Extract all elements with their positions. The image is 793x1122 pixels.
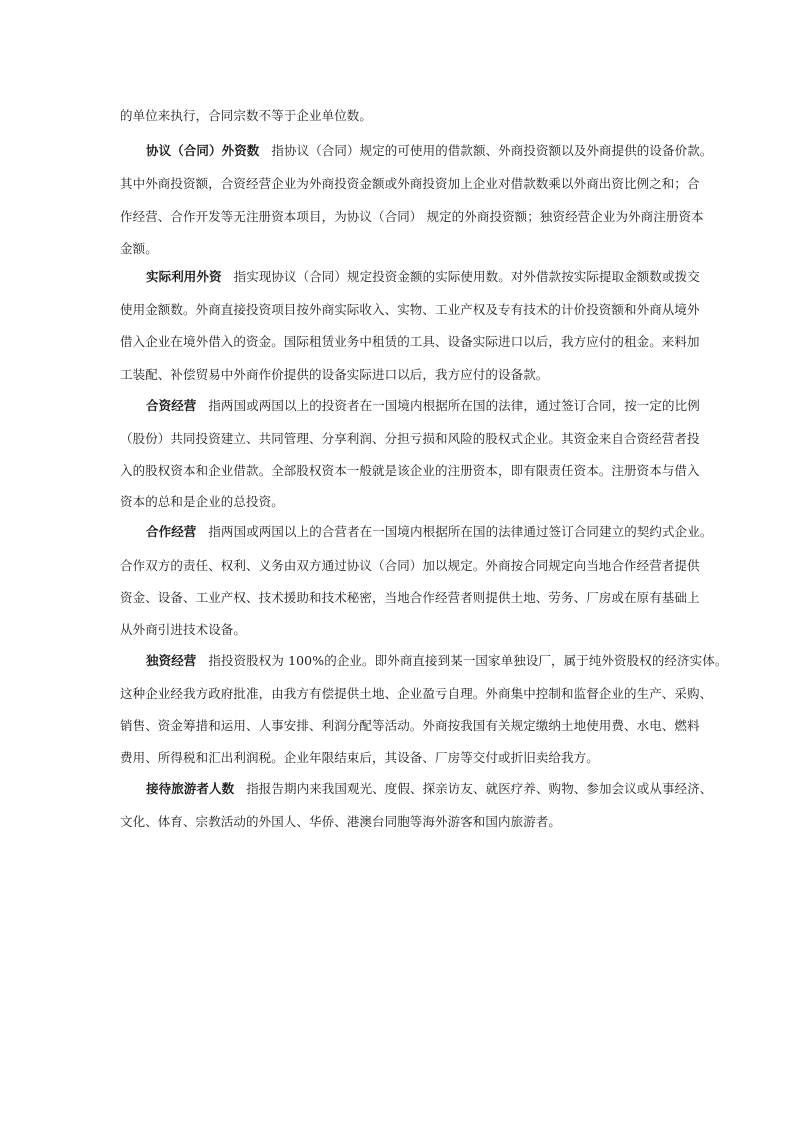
term-heading: 独资经营 [146,653,197,668]
paragraph-line: 工装配、补偿贸易中外商作价提供的设备实际进口以后，我方应付的设备款。 [120,367,549,382]
paragraph-line: 作经营、合作开发等无注册资本项目，为协议（合同） 规定的外商投资额；独资经营企业为外商注册资本 [120,209,704,224]
term-heading: 合资经营 [146,398,197,413]
definition-line: 合资经营 指两国或两国以上的投资者在一国境内根据所在国的法律，通过签订合同，按一定的比例 [146,398,700,413]
paragraph-line: 的单位来执行，合同宗数不等于企业单位数。 [120,108,373,123]
paragraph-line: 使用金额数。外商直接投资项目按外商实际收入、实物、工业产权及专有技术的计价投资额和外商从境外 [120,302,700,317]
definition-line: 合作经营 指两国或两国以上的合营者在一国境内根据所在国的法律通过签订合同建立的契约式企业。 [146,524,713,539]
term-heading: 合作经营 [146,524,197,539]
definition-line: 独资经营 指投资股权为 100%的企业。即外商直接到某一国家单独设厂，属于纯外资股权的经济实体。 [146,653,728,668]
paragraph-line: （股份）共同投资建立、共同管理、分享利润、分担亏损和风险的股权式企业。其资金来自合资经营者投 [120,431,700,446]
term-heading: 接待旅游者人数 [146,781,235,796]
term-heading: 实际利用外资 [146,269,222,284]
paragraph-line: 这种企业经我方政府批准，由我方有偿提供土地、企业盈亏自理。外商集中控制和监督企业的生产、采购、 [120,686,713,701]
paragraph-line: 资本的总和是企业的总投资。 [120,494,284,509]
paragraph-line: 从外商引进技术设备。 [120,622,247,637]
paragraph-line: 销售、资金筹措和运用、人事安排、利润分配等活动。外商按我国有关规定缴纳土地使用费、水电、燃料 [120,718,700,733]
definition-line: 实际利用外资 指实现协议（合同）规定投资金额的实际使用数。对外借款按实际提取金额数或拨交 [146,269,700,284]
paragraph-line: 资金、设备、工业产权、技术援助和技术秘密，当地合作经营者则提供土地、劳务、厂房或在原有基础上 [120,590,700,605]
paragraph-line: 文化、体育、宗教活动的外国人、华侨、港澳台同胞等海外游客和国内旅游者。 [120,814,562,829]
paragraph-line: 费用、所得税和汇出利润税。企业年限结束后，其设备、厂房等交付或折旧卖给我方。 [120,750,599,765]
term-heading: 协议（合同）外资数 [146,143,260,158]
paragraph-line: 金额。 [120,241,158,256]
paragraph-line: 借入企业在境外借入的资金。国际租赁业务中租赁的工具、设备实际进口以后，我方应付的租金。来料加 [120,334,700,349]
paragraph-line: 其中外商投资额，合资经营企业为外商投资金额或外商投资加上企业对借款数乘以外商出资比例之和；合 [120,176,700,191]
paragraph-line: 合作双方的责任、权利、义务由双方通过协议（合同）加以规定。外商按合同规定向当地合作经营者提供 [120,558,700,573]
definition-line: 接待旅游者人数 指报告期内来我国观光、度假、探亲访友、就医疗养、购物、参加会议或从事经济、 [146,781,713,796]
paragraph-line: 入的股权资本和企业借款。全部股权资本一般就是该企业的注册资本，即有限责任资本。注册资本与借入 [120,463,700,478]
definition-line: 协议（合同）外资数 指协议（合同）规定的可使用的借款额、外商投资额以及外商提供的设备价款。 [146,143,713,158]
